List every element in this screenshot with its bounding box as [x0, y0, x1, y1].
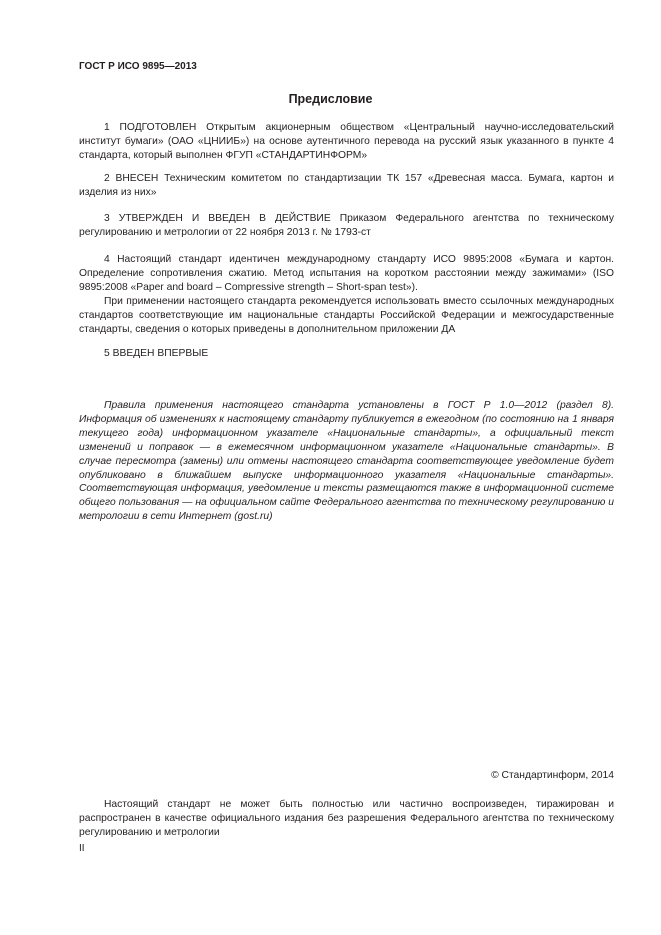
preface-item-2	[79, 172, 614, 200]
standard-notice	[79, 399, 614, 524]
preface-item-3-text: 3 УТВЕРЖДЕН И ВВЕДЕН В ДЕЙСТВИЕ Приказом Федерального агентства по техническому регулированию и метрологии от 22 ноября 2013 г. № 1793-ст	[79, 213, 614, 238]
preface-item-4-text: 4 Настоящий стандарт идентичен международному стандарту ИСО 9895:2008 «Бумага и картон. Определение сопротивления сжатию. Метод испытания на коротком расстоянии между зажимами» (ISO 9895:2008 «Paper and board – Compressive strength – Short-span test»).	[79, 254, 614, 293]
reproduction-notice	[79, 798, 614, 840]
reproduction-notice-text: Настоящий стандарт не может быть полностью или частично воспроизведен, тиражирован и распространен в качестве официального издания без разрешения Федерального агентства по техническому регулированию и метрологии	[79, 799, 614, 838]
document-code: ГОСТ Р ИСО 9895—2013	[79, 61, 197, 72]
page-number: II	[79, 843, 85, 854]
preface-item-2-text: 2 ВНЕСЕН Техническим комитетом по стандартизации ТК 157 «Древесная масса. Бумага, картон и изделия из них»	[79, 173, 614, 198]
copyright: © Стандартинформ, 2014	[491, 770, 614, 781]
preface-item-1	[79, 121, 614, 163]
preface-item-3	[79, 212, 614, 240]
preface-item-1-text: 1 ПОДГОТОВЛЕН Открытым акционерным обществом «Центральный научно-исследовательский институт бумаги» (ОАО «ЦНИИБ») на основе аутентичного перевода на русский язык указанного в пункте 4 стандарта, который выполнен ФГУП «СТАНДАРТИНФОРМ»	[79, 122, 614, 161]
standard-notice-text: Правила применения настоящего стандарта установлены в ГОСТ Р 1.0—2012 (раздел 8). Информация об изменениях к настоящему стандарту публикуется в ежегодном (по состоянию на 1 января текущего года) информационном указателе «Национальные стандарты», а официальный текст изменений и поправок — в ежемесячном информационном указателе «Национальные стандарты». В случае пересмотра (замены) или отмены настоящего стандарта соответствующее уведомление будет опубликовано в ближайшем выпуске информационного указателя «Национальные стандарты». Соответствующая информация, уведомление и тексты размещаются также в информационной системе общего пользования — на официальном сайте Федерального агентства по техническому регулированию и метрологии в сети Интернет (gost.ru)	[79, 400, 614, 523]
preface-item-5-text: 5 ВВЕДЕН ВПЕРВЫЕ	[104, 348, 209, 359]
preface-item-4	[79, 253, 614, 336]
preface-item-5	[79, 347, 614, 361]
preface-item-4-note: При применении настоящего стандарта рекомендуется использовать вместо ссылочных международных стандартов соответствующие им национальные стандарты Российской Федерации и межгосударственные стандарты, сведения о которых приведены в дополнительном приложении ДА	[79, 295, 614, 335]
page-title: Предисловие	[288, 92, 373, 106]
